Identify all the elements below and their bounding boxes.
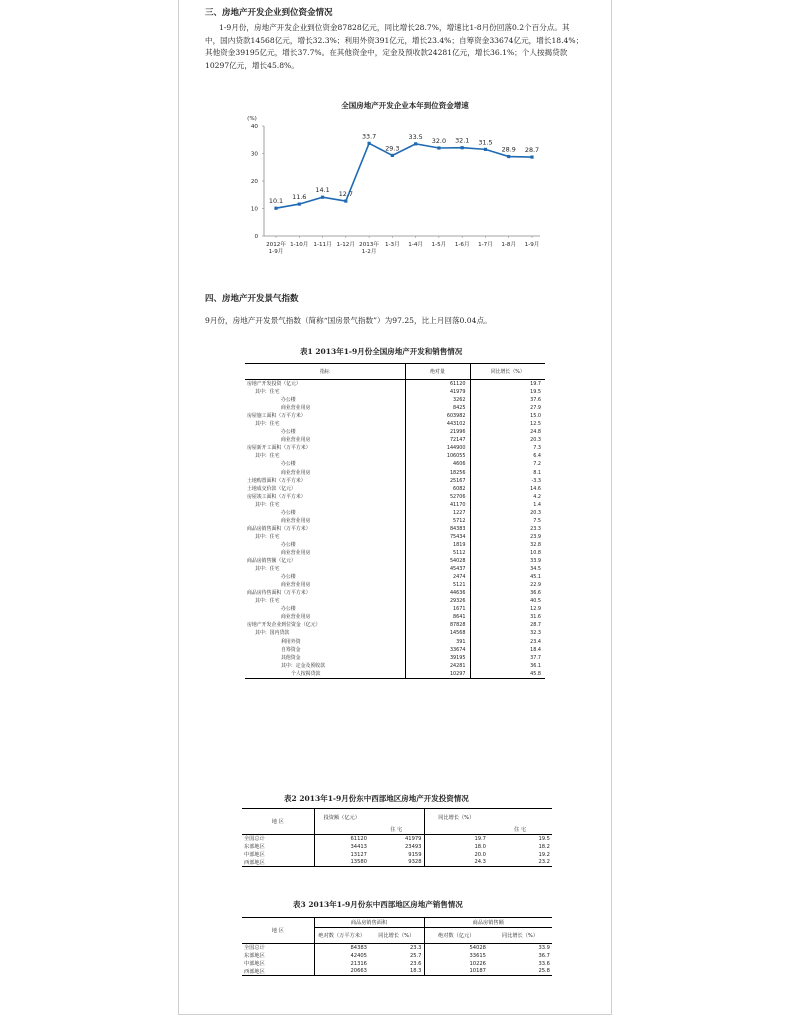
table1-header-value: 绝对量 <box>405 364 470 380</box>
growth-cell: 4.2 <box>533 493 541 500</box>
table2-header-blank <box>314 826 369 835</box>
y-tick-label: 30 <box>250 151 258 158</box>
table-row <box>245 388 545 396</box>
value-cell: 29326 <box>405 597 470 605</box>
growth-cell: -3.3 <box>531 477 541 484</box>
value-cell: 5121 <box>405 581 470 589</box>
y-tick-label: 0 <box>254 234 258 240</box>
table1-header-indicator: 指标 <box>245 364 405 380</box>
table-row <box>245 533 545 541</box>
table-row <box>245 621 545 629</box>
indicator-cell: 其中：国内贷款 <box>245 629 405 637</box>
res-growth-cell: 18.2 <box>538 843 550 850</box>
growth-cell: 6.4 <box>533 453 541 460</box>
growth-cell: 37.7 <box>530 654 541 661</box>
res-growth-cell: 19.2 <box>538 851 550 858</box>
growth-cell: 45.1 <box>530 574 541 581</box>
data-label: 31.5 <box>478 138 493 147</box>
region-cell: 东部地区 <box>242 843 314 851</box>
area-cell: 20663 <box>314 968 369 976</box>
x-tick-label: 2012年 <box>266 242 286 248</box>
value-cell: 52706 <box>405 493 470 501</box>
value-cell: 10297 <box>405 670 470 679</box>
indicator-cell: 办公楼 <box>245 460 405 468</box>
growth-cell: 18.4 <box>530 646 541 653</box>
data-label: 12.7 <box>338 190 353 199</box>
indicator-cell: 其他资金 <box>245 654 405 662</box>
growth-cell: 36.6 <box>530 590 541 597</box>
data-point <box>507 155 510 158</box>
growth-cell: 20.3 <box>530 437 541 444</box>
table3-header-row <box>242 918 552 928</box>
sales-cell: 54028 <box>469 944 486 951</box>
table2-header-blank <box>369 809 424 826</box>
res-growth-cell: 23.2 <box>488 859 552 867</box>
x-tick-label: 1-10月 <box>290 242 309 248</box>
growth-cell: 23.3 <box>530 525 541 532</box>
section3-line: 10297亿元，增长45.8%。 <box>205 60 299 70</box>
indicator-cell: 其中：住宅 <box>245 452 405 460</box>
value-cell: 14568 <box>405 629 470 637</box>
value-cell: 391 <box>405 638 470 646</box>
sales-cell: 10187 <box>424 968 488 976</box>
table3-header-region: 地 区 <box>242 918 314 944</box>
x-tick-label: 1-7月 <box>478 242 493 248</box>
value-cell: 6082 <box>405 485 470 493</box>
indicator-cell: 办公楼 <box>245 396 405 404</box>
indicator-cell: 商业营业用房 <box>245 613 405 621</box>
y-tick-label: 40 <box>250 124 258 130</box>
sales-growth-cell: 36.7 <box>538 952 550 959</box>
value-cell: 41170 <box>405 501 470 509</box>
value-cell: 1227 <box>405 509 470 517</box>
value-cell: 61120 <box>405 380 470 389</box>
growth-cell: 20.3 <box>530 509 541 516</box>
value-cell: 106055 <box>405 452 470 460</box>
growth-cell: 1.4 <box>533 501 541 508</box>
table3-title: 表3 2013年1-9月份东中西部地区房地产销售情况 <box>293 900 463 909</box>
area-growth-cell: 23.6 <box>369 960 424 968</box>
indicator-cell: 商品房销售面积（万平方米） <box>245 525 405 533</box>
data-label: 33.7 <box>361 132 377 141</box>
chart-title: 全国房地产开发企业本年到位资金增速 <box>341 101 469 110</box>
indicator-cell: 商品房待售面积（万平方米） <box>245 589 405 597</box>
table-row <box>245 420 545 428</box>
table-row <box>245 517 545 525</box>
indicator-cell: 房屋新开工面积（万平方米） <box>245 444 405 452</box>
x-tick-label: 1-9月 <box>268 249 284 255</box>
indicator-cell: 办公楼 <box>245 573 405 581</box>
region-cell: 全国总计 <box>242 835 314 843</box>
growth-cell: 23.9 <box>530 533 541 540</box>
y-tick-label: 20 <box>250 179 258 185</box>
growth-cell: 36.1 <box>530 662 541 669</box>
section3-line: 其他资金39195亿元，增长37.7%。在其他资金中，定金及预收款24281亿元，增长36.1%；个人按揭贷款 <box>205 48 568 57</box>
region-cell: 东部地区 <box>242 952 314 960</box>
indicator-cell: 房地产开发企业到位资金（亿元） <box>245 621 405 629</box>
value-cell: 5112 <box>405 549 470 557</box>
funding-growth-line-chart <box>240 110 570 270</box>
indicator-cell: 其中：住宅 <box>245 565 405 573</box>
table-row <box>245 573 545 581</box>
sales-growth-cell: 25.8 <box>488 968 552 976</box>
table-row <box>245 654 545 662</box>
data-point <box>461 146 464 149</box>
res-cell: 9159 <box>369 851 424 859</box>
sales-growth-cell: 33.9 <box>538 944 550 951</box>
indicator-cell: 商业营业用房 <box>245 581 405 589</box>
table3-header-sales: 商品房销售额 <box>424 918 552 928</box>
area-growth-cell: 25.7 <box>369 952 424 960</box>
table1-header-row <box>245 364 545 380</box>
indicator-cell: 其中：住宅 <box>245 501 405 509</box>
invest-cell: 13580 <box>314 859 369 867</box>
value-cell: 21996 <box>405 428 470 436</box>
table-row <box>242 968 552 976</box>
indicator-cell: 其中：住宅 <box>245 388 405 396</box>
table-row <box>245 436 545 444</box>
indicator-cell: 土地购置面积（万平方米） <box>245 477 405 485</box>
indicator-cell: 其中：住宅 <box>245 533 405 541</box>
table-row <box>245 444 545 452</box>
indicator-cell: 办公楼 <box>245 605 405 613</box>
data-label: 29.3 <box>385 144 400 153</box>
table-row <box>242 851 552 859</box>
growth-cell: 45.8 <box>470 670 545 679</box>
x-tick-label: 1-4月 <box>408 242 424 248</box>
value-cell: 3262 <box>405 396 470 404</box>
x-tick-label: 2013年 <box>359 242 380 248</box>
table2-header-blank <box>488 809 552 826</box>
section4-title: 四、房地产开发景气指数 <box>205 294 299 304</box>
section3-line: 1-9月份，房地产开发企业到位资金87828亿元，同比增长28.7%，增速比1-8月份回落0.2个百分点。其 <box>219 23 570 32</box>
table-row <box>242 960 552 968</box>
data-point <box>484 148 487 151</box>
growth-cell: 18.0 <box>474 843 486 850</box>
table-row <box>245 501 545 509</box>
data-label: 33.5 <box>408 132 423 141</box>
table-row <box>245 597 545 605</box>
table-row <box>245 613 545 621</box>
growth-cell: 32.8 <box>530 541 541 548</box>
growth-cell: 24.3 <box>424 859 488 867</box>
growth-cell: 19.5 <box>530 389 541 396</box>
data-point <box>367 142 370 145</box>
table-row <box>245 525 545 533</box>
table-row <box>245 605 545 613</box>
value-cell: 72147 <box>405 436 470 444</box>
table2-title: 表2 2013年1-9月份东中西部地区房地产开发投资情况 <box>284 794 469 803</box>
indicator-cell: 房地产开发投资（亿元） <box>245 380 405 389</box>
value-cell: 8425 <box>405 404 470 412</box>
data-point <box>391 154 394 157</box>
data-label: 14.1 <box>315 186 330 195</box>
value-cell: 44636 <box>405 589 470 597</box>
table1 <box>245 363 545 679</box>
growth-cell: 37.6 <box>530 397 541 404</box>
invest-cell: 13127 <box>350 851 367 858</box>
value-cell: 45437 <box>405 565 470 573</box>
growth-cell: 27.9 <box>530 405 541 412</box>
table2-header-row <box>242 809 552 826</box>
data-label: 32.0 <box>431 137 447 145</box>
indicator-cell: 房屋竣工面积（万平方米） <box>245 493 405 501</box>
table-row <box>245 638 545 646</box>
table-row <box>245 629 545 637</box>
table-row <box>245 380 545 389</box>
value-cell: 24281 <box>405 662 470 670</box>
growth-cell: 24.8 <box>530 429 541 436</box>
value-cell: 18256 <box>405 469 470 477</box>
growth-cell: 28.7 <box>530 622 541 629</box>
res-cell: 41979 <box>369 835 424 843</box>
table-row <box>245 469 545 477</box>
data-label: 28.7 <box>524 146 540 155</box>
sales-growth-cell: 33.6 <box>538 960 550 967</box>
table-row <box>245 452 545 460</box>
region-cell: 中部地区 <box>242 960 314 968</box>
growth-cell: 22.9 <box>530 582 541 589</box>
indicator-cell: 商品房销售额（亿元） <box>245 557 405 565</box>
value-cell: 87828 <box>405 621 470 629</box>
value-cell: 144900 <box>405 444 470 452</box>
table2-header-growth: 同比增长（%） <box>424 809 488 826</box>
table-row <box>245 396 545 404</box>
indicator-cell: 个人按揭贷款 <box>245 670 405 679</box>
region-cell: 西部地区 <box>242 968 314 976</box>
table-row <box>242 835 552 843</box>
table-row <box>245 662 545 670</box>
growth-cell: 12.9 <box>530 606 541 613</box>
value-cell: 25167 <box>405 477 470 485</box>
value-cell: 8641 <box>405 613 470 621</box>
growth-cell: 8.1 <box>533 469 541 476</box>
invest-cell: 34413 <box>350 843 367 850</box>
value-cell: 603982 <box>405 412 470 420</box>
table-row <box>245 509 545 517</box>
indicator-cell: 其中：住宅 <box>245 420 405 428</box>
indicator-cell: 商业营业用房 <box>245 404 405 412</box>
table2 <box>242 808 552 867</box>
section3-paragraph <box>205 22 595 72</box>
table-row <box>245 581 545 589</box>
table-row <box>245 670 545 679</box>
x-tick-label: 1-9月 <box>524 242 540 248</box>
x-tick-label: 1-2月 <box>361 249 377 255</box>
region-cell: 中部地区 <box>242 851 314 859</box>
region-cell: 西部地区 <box>242 859 314 867</box>
indicator-cell: 办公楼 <box>245 541 405 549</box>
value-cell: 84383 <box>405 525 470 533</box>
table-row <box>242 952 552 960</box>
table-row <box>245 589 545 597</box>
data-point <box>321 196 324 199</box>
value-cell: 33674 <box>405 646 470 654</box>
x-tick-label: 1-5月 <box>431 242 447 248</box>
table3-header-abs-sales: 绝对数（亿元） <box>424 928 488 944</box>
area-cell: 42405 <box>350 952 367 959</box>
value-cell: 39195 <box>405 654 470 662</box>
table-row <box>245 485 545 493</box>
value-cell: 54028 <box>405 557 470 565</box>
table-row <box>245 404 545 412</box>
indicator-cell: 商业营业用房 <box>245 436 405 444</box>
table-row <box>242 859 552 867</box>
table3-header-sales-growth: 同比增长（%） <box>488 928 552 944</box>
value-cell: 5712 <box>405 517 470 525</box>
indicator-cell: 办公楼 <box>245 428 405 436</box>
table2-header-res-growth: 住 宅 <box>488 826 552 835</box>
table-row <box>245 549 545 557</box>
value-cell: 41979 <box>405 388 470 396</box>
indicator-cell: 土地成交价款（亿元） <box>245 485 405 493</box>
area-cell: 21316 <box>350 960 367 967</box>
table2-header-region: 地 区 <box>242 809 314 835</box>
x-tick-label: 1-6月 <box>454 242 470 248</box>
series-line <box>276 143 532 208</box>
value-cell: 1819 <box>405 541 470 549</box>
x-tick-label: 1-11月 <box>313 242 332 248</box>
growth-cell: 7.5 <box>533 517 541 524</box>
growth-cell: 7.2 <box>533 461 541 468</box>
section3-title: 三、房地产开发企业到位资金情况 <box>205 8 333 18</box>
area-cell: 84383 <box>350 944 367 951</box>
growth-cell: 23.4 <box>530 638 541 645</box>
table-row <box>245 428 545 436</box>
invest-cell: 61120 <box>350 835 367 842</box>
indicator-cell: 商业营业用房 <box>245 549 405 557</box>
data-label: 11.6 <box>292 193 307 202</box>
x-tick-label: 1-12月 <box>336 242 355 248</box>
table-row <box>245 541 545 549</box>
table-row <box>242 944 552 952</box>
indicator-cell: 利用外资 <box>245 638 405 646</box>
indicator-cell: 自筹资金 <box>245 646 405 654</box>
y-tick-label: 10 <box>250 206 258 213</box>
table3-header-area-growth: 同比增长（%） <box>369 928 424 944</box>
data-point <box>274 207 277 210</box>
table-row <box>245 477 545 485</box>
section4-paragraph: 9月份，房地产开发景气指数（简称“国房景气指数”）为97.25，比上月回落0.04点。 <box>205 316 492 325</box>
table2-header-res: 住 宅 <box>369 826 424 835</box>
growth-cell: 10.8 <box>530 549 541 556</box>
growth-cell: 33.9 <box>530 558 541 565</box>
value-cell: 2474 <box>405 573 470 581</box>
growth-cell: 40.5 <box>530 598 541 605</box>
res-cell: 23493 <box>369 843 424 851</box>
x-tick-label: 1-8月 <box>501 242 517 248</box>
growth-cell: 12.5 <box>530 421 541 428</box>
value-cell: 4606 <box>405 460 470 468</box>
table-row <box>245 565 545 573</box>
growth-cell: 34.5 <box>530 566 541 573</box>
region-cell: 全国总计 <box>242 944 314 952</box>
y-axis-unit-label: (%) <box>247 116 257 122</box>
table1-header-growth: 同比增长（%） <box>470 364 545 380</box>
indicator-cell: 房屋施工面积（万平方米） <box>245 412 405 420</box>
data-point <box>414 142 417 145</box>
data-point <box>344 199 347 202</box>
sales-cell: 10226 <box>469 960 486 967</box>
table-row <box>245 460 545 468</box>
section3-line: 中，国内贷款14568亿元，增长32.3%；利用外资391亿元，增长23.4%；自筹资金33674亿元，增长18.4%； <box>205 35 584 45</box>
table2-header-invest: 投资额（亿元） <box>314 809 369 826</box>
growth-cell: 32.3 <box>530 630 541 637</box>
table3-header-abs-area: 绝对数（万平方米） <box>314 928 369 944</box>
table-row <box>245 493 545 501</box>
value-cell: 443102 <box>405 420 470 428</box>
growth-cell: 19.7 <box>530 381 541 387</box>
area-growth-cell: 18.3 <box>369 968 424 976</box>
value-cell: 1671 <box>405 605 470 613</box>
sales-cell: 33615 <box>469 952 486 959</box>
indicator-cell: 其中：定金及预收款 <box>245 662 405 670</box>
data-label: 28.9 <box>501 145 516 154</box>
data-point <box>298 203 301 206</box>
res-cell: 9328 <box>369 859 424 867</box>
growth-cell: 7.3 <box>533 445 541 452</box>
growth-cell: 20.0 <box>474 851 486 858</box>
table1-title: 表1 2013年1-9月份全国房地产开发和销售情况 <box>300 347 463 356</box>
data-label: 10.1 <box>268 197 284 206</box>
table-row <box>245 412 545 420</box>
growth-cell: 15.0 <box>530 413 541 420</box>
res-growth-cell: 19.5 <box>538 835 550 842</box>
growth-cell: 14.6 <box>530 485 541 492</box>
indicator-cell: 办公楼 <box>245 509 405 517</box>
table3 <box>242 917 552 976</box>
table-row <box>245 646 545 654</box>
x-tick-label: 1-3月 <box>384 242 400 248</box>
area-growth-cell: 23.3 <box>369 944 424 952</box>
growth-cell: 31.6 <box>530 614 541 621</box>
growth-cell: 19.7 <box>474 835 486 842</box>
table3-header-area: 商品房销售面积 <box>314 918 424 928</box>
table2-header-blank <box>424 826 488 835</box>
indicator-cell: 其中：住宅 <box>245 597 405 605</box>
value-cell: 75434 <box>405 533 470 541</box>
table-row <box>242 843 552 851</box>
data-point <box>437 146 440 149</box>
data-point <box>530 155 533 158</box>
table-row <box>245 557 545 565</box>
indicator-cell: 商业营业用房 <box>245 517 405 525</box>
indicator-cell: 商业营业用房 <box>245 469 405 477</box>
data-label: 32.1 <box>455 136 470 145</box>
